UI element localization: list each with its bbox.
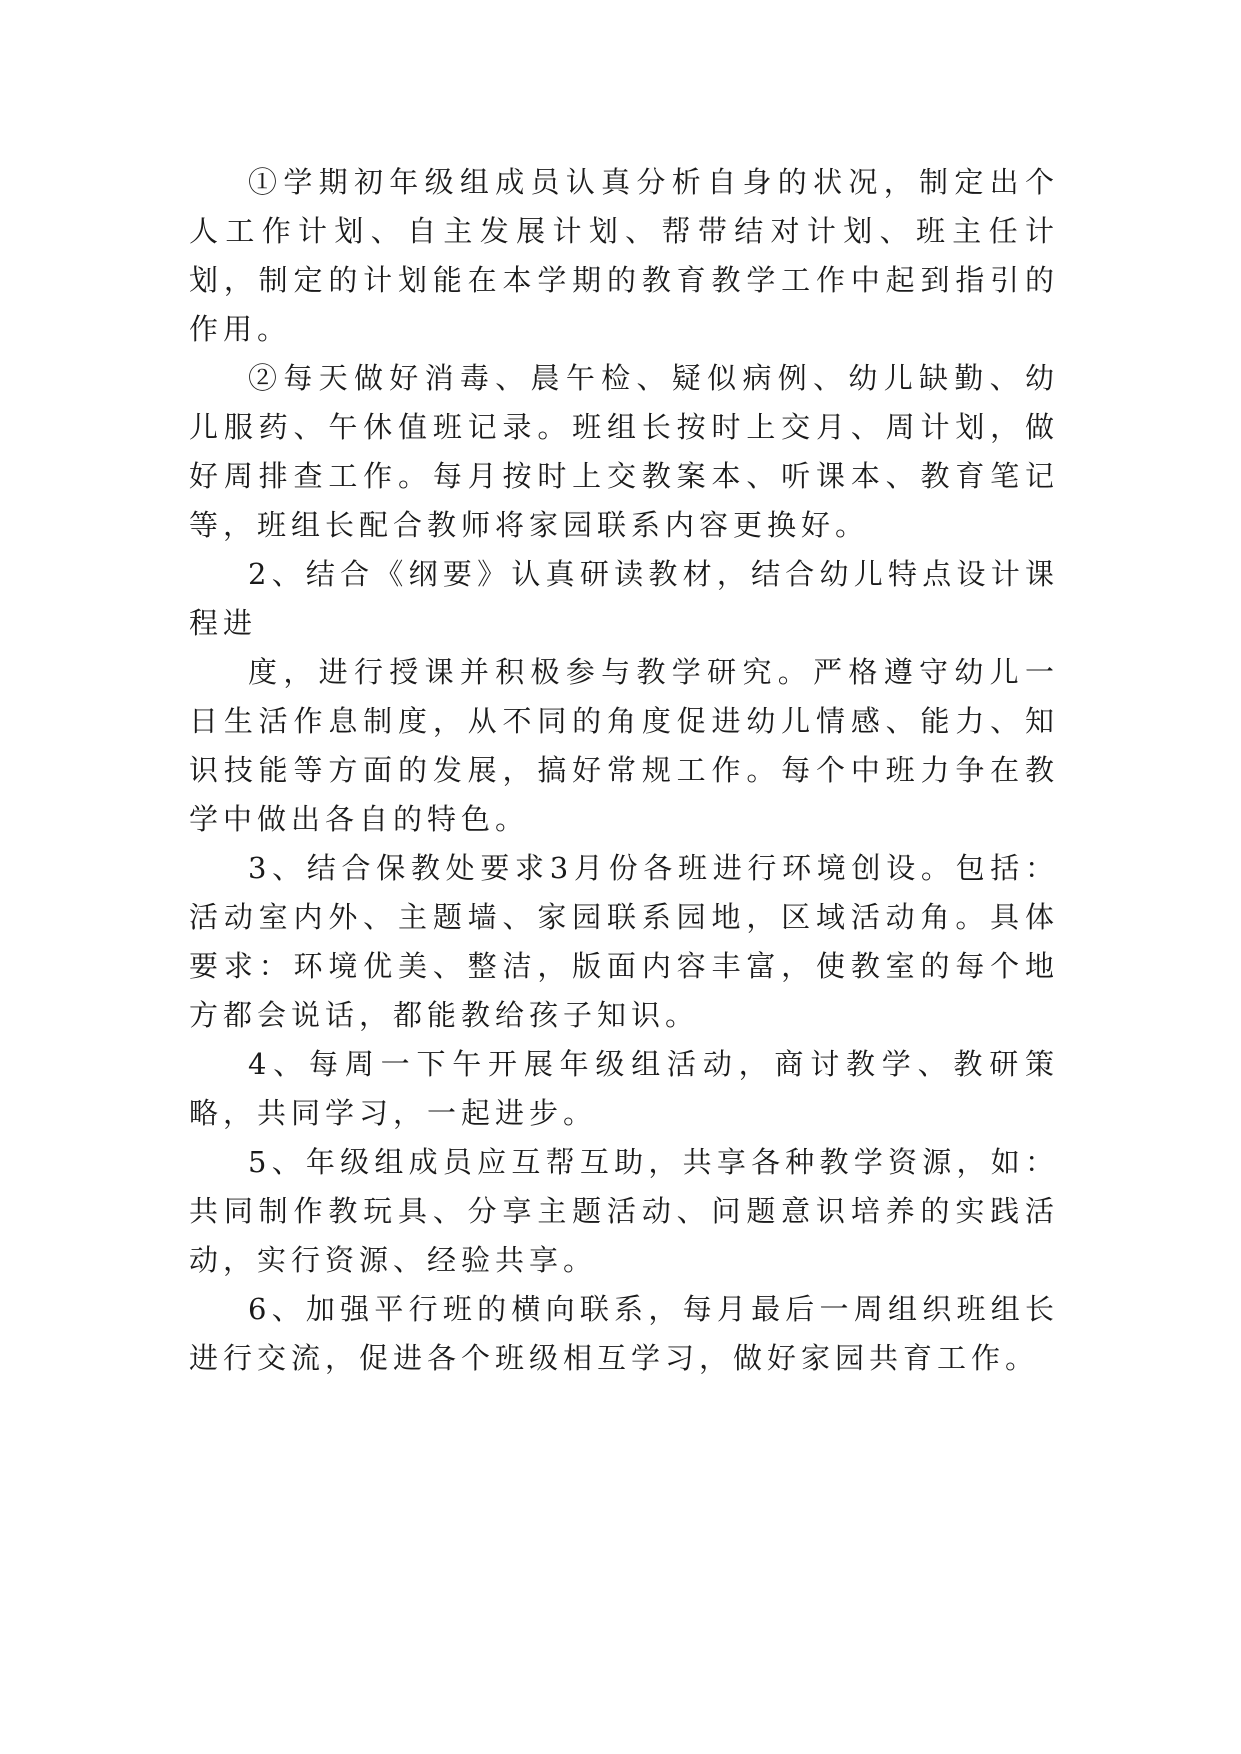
paragraph-2: ②每天做好消毒、晨午检、疑似病例、幼儿缺勤、幼儿服药、午休值班记录。班组长按时上交月、周计划，做好周排查工作。每月按时上交教案本、听课本、教育笔记等，班组长配合教师将家园联系内容更换好。 bbox=[189, 361, 1059, 542]
paragraph-8: 6、加强平行班的横向联系，每月最后一周组织班组长进行交流，促进各个班级相互学习，做好家园共育工作。 bbox=[189, 1292, 1059, 1375]
document-body bbox=[189, 158, 1059, 1383]
paragraph-3: 2、结合《纲要》认真研读教材，结合幼儿特点设计课程进 bbox=[189, 557, 1059, 640]
paragraph-7: 5、年级组成员应互帮互助，共享各种教学资源，如：共同制作教玩具、分享主题活动、问题意识培养的实践活动，实行资源、经验共享。 bbox=[189, 1145, 1059, 1277]
paragraph-6: 4、每周一下午开展年级组活动，商讨教学、教研策略，共同学习，一起进步。 bbox=[189, 1047, 1059, 1130]
paragraph-4: 度，进行授课并积极参与教学研究。严格遵守幼儿一日生活作息制度，从不同的角度促进幼儿情感、能力、知识技能等方面的发展，搞好常规工作。每个中班力争在教学中做出各自的特色。 bbox=[189, 655, 1059, 836]
paragraph-5: 3、结合保教处要求3月份各班进行环境创设。包括：活动室内外、主题墙、家园联系园地，区域活动角。具体要求：环境优美、整洁，版面内容丰富，使教室的每个地方都会说话，都能教给孩子知识。 bbox=[189, 851, 1059, 1032]
paragraph-1: ①学期初年级组成员认真分析自身的状况，制定出个人工作计划、自主发展计划、帮带结对计划、班主任计划，制定的计划能在本学期的教育教学工作中起到指引的作用。 bbox=[189, 165, 1059, 346]
